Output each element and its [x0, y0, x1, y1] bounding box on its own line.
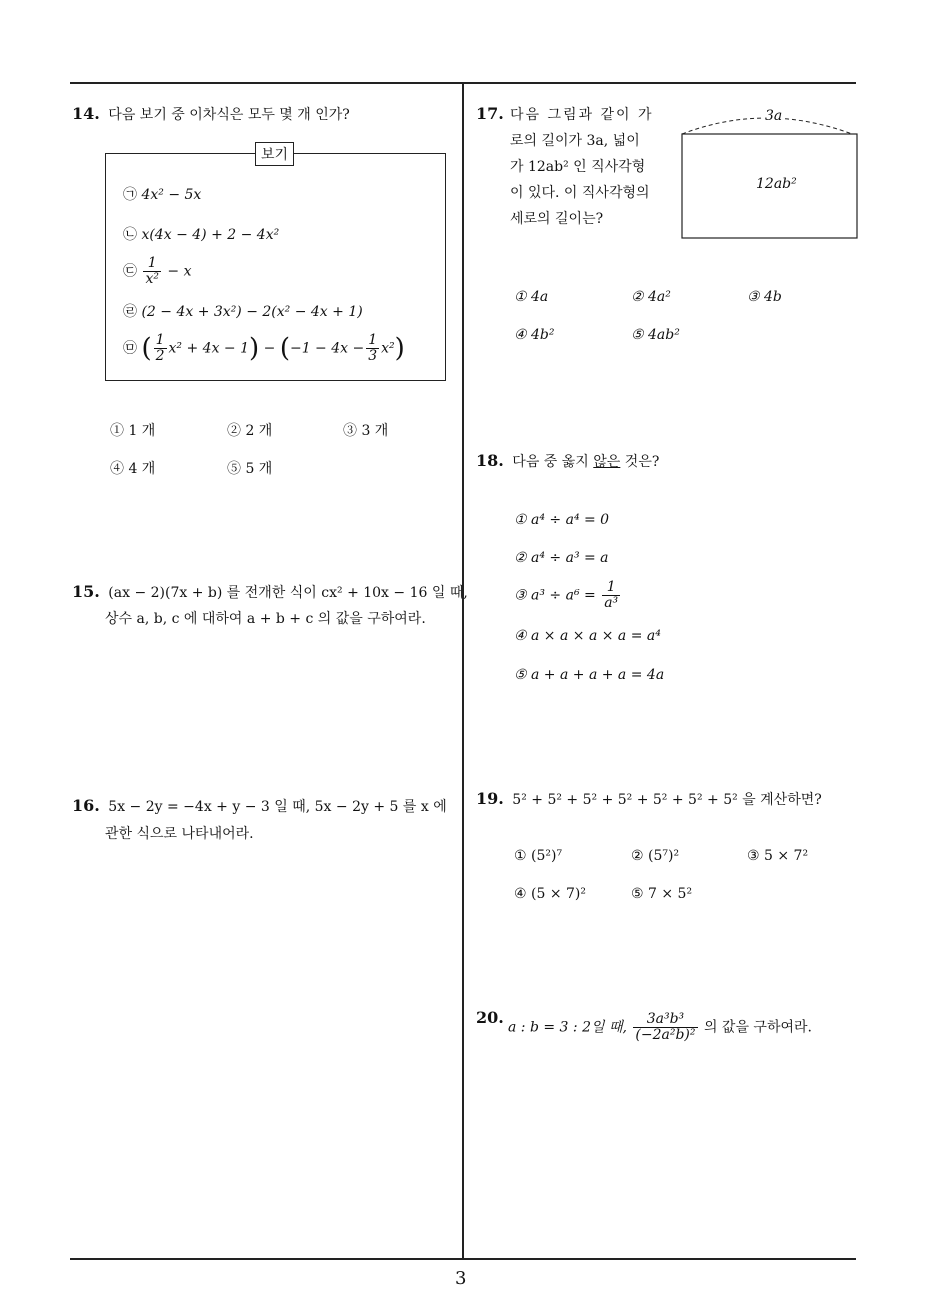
- q17-width-label: 3a: [762, 108, 785, 124]
- bottom-rule: [70, 1258, 856, 1260]
- q14-box-title: 보기: [255, 142, 294, 166]
- q18-choice-2[interactable]: ② a⁴ ÷ a³ = a: [514, 550, 609, 566]
- q14-prompt-text: 다음 보기 중 이차식은 모두 몇 개 인가?: [108, 107, 350, 123]
- q16-line-2: 관한 식으로 나타내어라.: [105, 826, 254, 842]
- fraction: [143, 256, 161, 287]
- q17-line-1: 다음 그림과 같이 가: [510, 107, 654, 123]
- q17-line-3: 가 12ab² 인 직사각형: [510, 159, 646, 175]
- q20-number: 20.: [476, 1008, 504, 1027]
- item-mark: ㉣: [123, 304, 137, 320]
- item-expression: x²: [381, 340, 395, 357]
- item-expression: − x: [167, 263, 192, 280]
- item-mark: ㉡: [123, 227, 137, 243]
- fraction: [154, 333, 167, 364]
- item-mark: ㉢: [123, 263, 137, 280]
- denominator: a³: [604, 595, 619, 611]
- q14-choice-3[interactable]: ③ 3 개: [343, 423, 389, 439]
- q15-line-1: [72, 582, 468, 602]
- q14-choice-1[interactable]: ① 1 개: [110, 423, 156, 439]
- q18-prompt-underlined: 않은: [593, 454, 621, 470]
- q14-prompt: [72, 104, 350, 124]
- q14-item-1: [123, 184, 201, 204]
- q18-prompt: [476, 451, 659, 471]
- q17-area-label: 12ab²: [756, 176, 797, 192]
- numerator: 1: [155, 332, 165, 348]
- q14-choice-2[interactable]: ② 2 개: [227, 423, 273, 439]
- fraction: [602, 580, 620, 611]
- q14-item-2: [123, 224, 279, 244]
- fraction: [633, 1012, 697, 1043]
- left-paren: (: [279, 333, 290, 364]
- q19-choice-3[interactable]: ③ 5 × 7²: [747, 848, 809, 864]
- numerator: 3a³b³: [633, 1012, 697, 1028]
- q19-choice-1[interactable]: ① (5²)⁷: [514, 848, 563, 864]
- q15-line-2: 상수 a, b, c 에 대하여 a + b + c 의 값을 구하여라.: [105, 611, 426, 627]
- page-number: 3: [455, 1268, 467, 1289]
- q17-choice-4[interactable]: ④ 4b²: [514, 327, 555, 343]
- q14-number: 14.: [72, 104, 100, 123]
- q15-text-1: (ax − 2)(7x + b) 를 전개한 식이 cx² + 10x − 16 일 때,: [108, 585, 468, 601]
- q19-prompt-text: 5² + 5² + 5² + 5² + 5² + 5² + 5² 을 계산하면?: [512, 792, 822, 808]
- q17-line-2: 로의 길이가 3a, 넓이: [510, 133, 640, 149]
- item-expression: (2 − 4x + 3x²) − 2(x² − 4x + 1): [141, 304, 363, 320]
- left-paren: (: [141, 333, 152, 364]
- numerator: 1: [602, 580, 620, 596]
- minus-sign: −: [263, 340, 276, 357]
- numerator: 1: [368, 332, 378, 348]
- q19-choice-4[interactable]: ④ (5 × 7)²: [514, 886, 586, 902]
- q14-item-3: [123, 256, 192, 287]
- q20-prompt: [508, 1012, 812, 1043]
- q19-choice-5[interactable]: ⑤ 7 × 5²: [631, 886, 693, 902]
- q20-condition: a : b = 3 : 2일 때,: [508, 1019, 627, 1036]
- q16-number: 16.: [72, 796, 100, 815]
- item-mark: ㉤: [123, 340, 137, 357]
- item-expression: x(4x − 4) + 2 − 4x²: [141, 227, 280, 243]
- q15-number: 15.: [72, 582, 100, 601]
- item-expression: x² + 4x − 1: [168, 340, 250, 357]
- item-mark: ㉠: [123, 187, 137, 203]
- choice-text: ③ a³ ÷ a⁶ =: [514, 587, 596, 604]
- q17-choice-2[interactable]: ② 4a²: [631, 289, 671, 305]
- q16-text-1: 5x − 2y = −4x + y − 3 일 때, 5x − 2y + 5 를 x 에: [108, 799, 447, 815]
- denominator: 3: [368, 348, 378, 364]
- q17-choice-5[interactable]: ⑤ 4ab²: [631, 327, 680, 343]
- item-expression: −1 − 4x −: [289, 340, 365, 357]
- q19-choice-2[interactable]: ② (5⁷)²: [631, 848, 680, 864]
- numerator: 1: [143, 256, 161, 272]
- q17-number: 17.: [476, 104, 504, 123]
- fraction: [366, 333, 379, 364]
- q18-choice-3[interactable]: [514, 580, 622, 611]
- denominator: 2: [155, 348, 165, 364]
- q18-number: 18.: [476, 451, 504, 470]
- item-expression: 4x² − 5x: [141, 187, 202, 203]
- denominator: (−2a²b)²: [635, 1027, 696, 1043]
- column-divider: [462, 82, 464, 1260]
- right-paren: ): [249, 333, 260, 364]
- q14-item-5: [123, 333, 405, 364]
- q18-choice-4[interactable]: ④ a × a × a × a = a⁴: [514, 628, 661, 644]
- q18-choice-1[interactable]: ① a⁴ ÷ a⁴ = 0: [514, 512, 610, 528]
- q20-prompt-text: 의 값을 구하여라.: [703, 1019, 812, 1036]
- denominator: x²: [145, 271, 159, 287]
- q18-prompt-end: 것은?: [620, 454, 660, 470]
- q18-prompt-text: 다음 중 옳지: [512, 454, 594, 470]
- q17-choice-1[interactable]: ① 4a: [514, 289, 549, 305]
- right-paren: ): [394, 333, 405, 364]
- q17-choice-3[interactable]: ③ 4b: [747, 289, 782, 305]
- q19-prompt: [476, 789, 822, 809]
- q14-choice-4[interactable]: ④ 4 개: [110, 461, 156, 477]
- q14-item-4: [123, 301, 363, 321]
- q17-line-5: 세로의 길이는?: [510, 211, 604, 227]
- q14-choice-5[interactable]: ⑤ 5 개: [227, 461, 273, 477]
- q16-line-1: [72, 796, 447, 816]
- q17-rectangle-figure: [676, 106, 862, 242]
- q18-choice-5[interactable]: ⑤ a + a + a + a = 4a: [514, 667, 665, 683]
- q19-number: 19.: [476, 789, 504, 808]
- q17-line-4: 이 있다. 이 직사각형의: [510, 185, 650, 201]
